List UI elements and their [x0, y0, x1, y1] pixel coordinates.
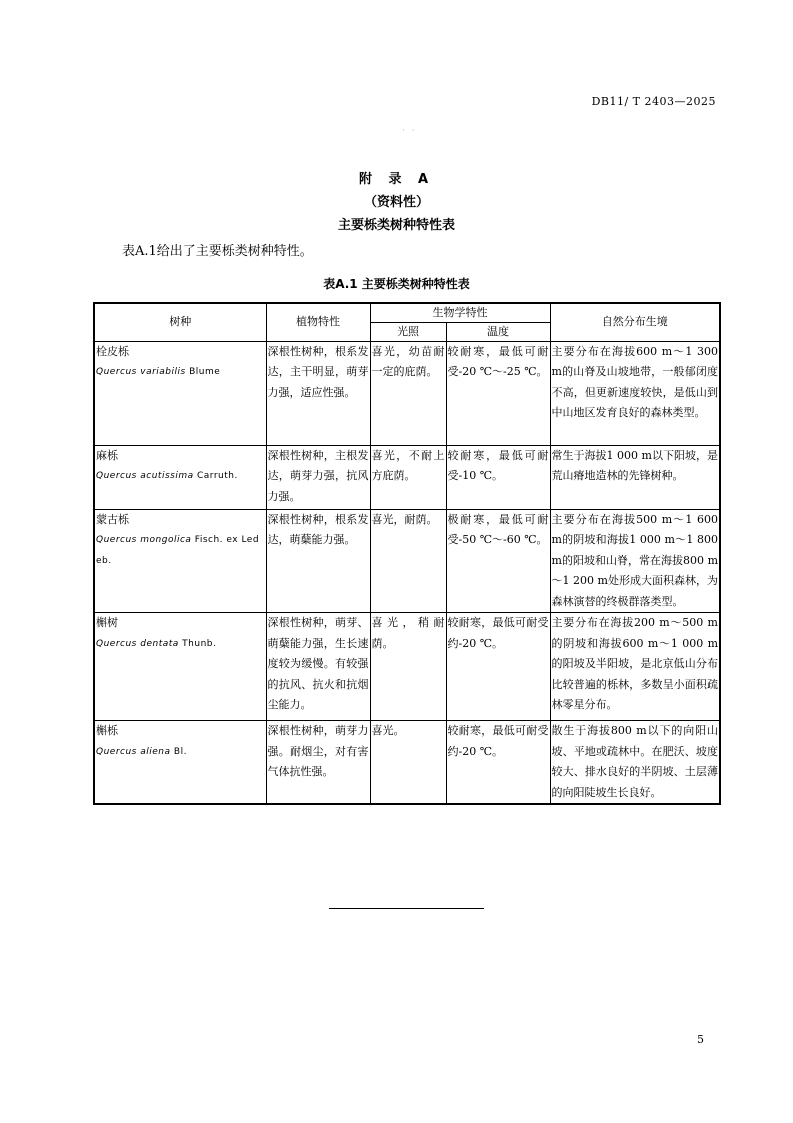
plant-traits-cell	[266, 445, 370, 509]
plant-traits-cell	[266, 613, 370, 721]
species-common-name: 蒙古栎	[96, 512, 129, 526]
header-distribution: 自然分布生境	[550, 303, 720, 341]
distribution-cell	[550, 509, 720, 613]
species-scientific-name	[96, 530, 265, 571]
species-common-name: 槲栎	[96, 724, 118, 737]
distribution-cell	[550, 721, 720, 805]
scientific-author: Thunb.	[182, 638, 217, 649]
table-row	[94, 445, 720, 509]
plant-traits-text: 深根性树种，根系发达，萌蘖能力强。	[267, 512, 369, 546]
scientific-genus: Quercus	[96, 471, 137, 481]
temperature-text: 较耐寒，最低可耐受约-20 ℃。	[447, 616, 549, 650]
scientific-author: Blume	[189, 367, 221, 377]
light-cell	[370, 445, 446, 509]
species-scientific-name	[96, 634, 265, 655]
scientific-species: variabilis	[140, 367, 186, 377]
plant-traits-cell	[266, 341, 370, 445]
light-text: 喜光，耐荫。	[371, 512, 438, 526]
distribution-text: 主要分布在海拔500 m～1 600 m的阴坡和海拔1 000 m～1 800 m的阳坡和山脊，常在海拔800 m～1 200 m处形成大面积森林，为森林演替的终极群落类型。	[551, 512, 718, 608]
header-light: 光照	[370, 322, 446, 341]
appendix-subject: 主要栎类树种特性表	[337, 218, 455, 233]
scientific-genus: Quercus	[96, 535, 137, 545]
scientific-genus: Quercus	[96, 638, 137, 649]
plant-traits-text: 深根性树种，根系发达，主干明显，萌芽力强，适应性强。	[267, 344, 369, 399]
temperature-cell	[446, 613, 550, 721]
distribution-text: 散生于海拔800 m以下的向阳山坡、平地或疏林中。在肥沃、坡度较大、排水良好的半阴坡、土层薄的向阳陡坡生长良好。	[551, 724, 718, 799]
light-text: 喜光，幼苗耐一定的庇荫。	[371, 344, 445, 378]
species-common-name: 栓皮栎	[96, 344, 129, 358]
page-number: 5	[697, 1033, 704, 1046]
temperature-cell	[446, 721, 550, 805]
scientific-author: Fisch. ex Ledeb.	[96, 535, 260, 566]
species-common-name: 麻栎	[96, 448, 118, 462]
species-cell	[94, 341, 266, 445]
species-cell	[94, 721, 266, 805]
light-cell	[370, 721, 446, 805]
document-code: DB11/ T 2403—2025	[591, 95, 716, 108]
distribution-text: 常生于海拔1 000 m以下阳坡，是荒山瘠地造林的先锋树种。	[551, 448, 718, 482]
distribution-text: 主要分布在海拔600 m～1 300 m的山脊及山坡地带，一般郁闭度不高，但更新速度较快，是低山到中山地区发育良好的森林类型。	[551, 344, 718, 419]
light-text: 喜光，不耐上方庇荫。	[371, 448, 445, 482]
plant-traits-text: 深根性树种，萌芽力强。耐烟尘，对有害气体抗性强。	[267, 724, 369, 778]
species-cell	[94, 445, 266, 509]
species-scientific-name	[96, 466, 265, 487]
header-species: 树种	[94, 303, 266, 341]
temperature-cell	[446, 509, 550, 613]
plant-traits-text: 深根性树种，主根发达，萌芽力强，抗风力强。	[267, 448, 369, 503]
plant-traits-cell	[266, 509, 370, 613]
appendix-title: 附 录 A	[358, 172, 435, 187]
species-common-name: 槲树	[96, 616, 118, 629]
species-cell	[94, 509, 266, 613]
distribution-text: 主要分布在海拔200 m～500 m的阴坡和海拔600 m～1 000 m的阳坡及半阳坡，是北京低山分布比较普遍的栎林，多数呈小面积疏林零星分布。	[551, 616, 718, 711]
scientific-author: Bl.	[173, 746, 187, 757]
scientific-author: Carruth.	[196, 471, 238, 481]
plant-traits-text: 深根性树种，萌芽、萌蘖能力强，生长速度较为缓慢。有较强的抗风、抗火和抗烟尘能力。	[267, 616, 369, 711]
header-plant-traits: 植物特性	[266, 303, 370, 341]
table-row	[94, 341, 720, 445]
light-cell	[370, 341, 446, 445]
temperature-text: 较耐寒，最低可耐受-10 ℃。	[447, 448, 549, 482]
end-rule	[329, 908, 484, 909]
distribution-cell	[550, 445, 720, 509]
table-caption: 表A.1 主要栎类树种特性表	[323, 277, 470, 291]
scientific-genus: Quercus	[96, 367, 137, 377]
decorative-dots: · ·	[402, 126, 417, 136]
species-table	[93, 302, 721, 805]
intro-paragraph: 表A.1给出了主要栎类树种特性。	[122, 244, 313, 259]
species-scientific-name	[96, 742, 265, 763]
temperature-text: 较耐寒，最低可耐受-20 ℃～-25 ℃。	[447, 344, 549, 378]
scientific-species: dentata	[140, 638, 179, 649]
species-scientific-name	[96, 362, 265, 383]
species-cell	[94, 613, 266, 721]
distribution-cell	[550, 341, 720, 445]
header-biological-traits: 生物学特性	[370, 303, 550, 322]
temperature-text: 极耐寒，最低可耐受-50 ℃～-60 ℃。	[447, 512, 549, 546]
table-row	[94, 613, 720, 721]
species-table-body	[94, 341, 720, 804]
light-text: 喜光，稍耐荫。	[371, 616, 445, 650]
scientific-species: acutissima	[140, 471, 194, 481]
temperature-text: 较耐寒，最低可耐受约-20 ℃。	[447, 724, 549, 758]
table-row	[94, 509, 720, 613]
temperature-cell	[446, 341, 550, 445]
light-cell	[370, 613, 446, 721]
temperature-cell	[446, 445, 550, 509]
appendix-nature: （资料性）	[363, 195, 429, 210]
plant-traits-cell	[266, 721, 370, 805]
light-text: 喜光。	[371, 724, 405, 737]
header-temperature: 温度	[446, 322, 550, 341]
scientific-genus: Quercus	[96, 746, 137, 757]
distribution-cell	[550, 613, 720, 721]
light-cell	[370, 509, 446, 613]
scientific-species: mongolica	[140, 535, 192, 545]
scientific-species: aliena	[140, 746, 171, 757]
table-row	[94, 721, 720, 805]
